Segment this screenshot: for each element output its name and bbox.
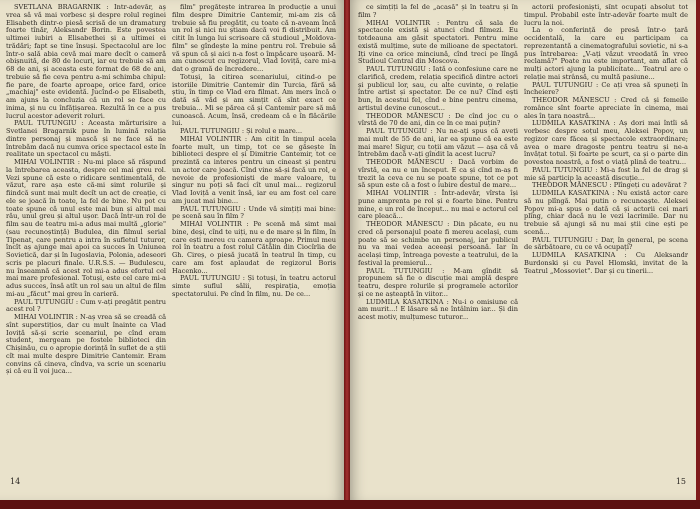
left-page-column-2 xyxy=(172,4,336,472)
paragraph: PAUL TUTUNGIU : Ce ați vrea să spuneți în încheiere? xyxy=(524,80,688,97)
right-page xyxy=(350,0,696,500)
paragraph: PAUL TUTUNGIU : Iată o confesiune care ne clarifică, credem, relația specifică dintre actori și publicul lor, sau, cu alte cuvinte, o relație între artist și spectator. De ce nu? Cînd ești bun, în acestui fel, cînd e bine pentru cinema, artistul devine cunoscut... xyxy=(358,65,518,112)
right-page-column-2 xyxy=(524,4,688,472)
paragraph: La o conferință de presă într-o țară occidentală, la care eu participam ca reprezentantă a cinematografului sovietic, ni s-a pus întrebarea: „V-ați văzut vreodată în vreo reclamă?" Poate nu este important, am aflat că mulți actori ajung la publicitate... Teatrul are o relație mai strânsă, cu multă pasiune... xyxy=(524,26,688,81)
right-page-column-1 xyxy=(358,4,518,472)
page-number-right: 15 xyxy=(675,477,686,486)
paragraph: actorii profesioniști, sînt ocupați absolut tot timpul. Probabil este într-adevăr foarte mult de lucru la noi. xyxy=(524,4,688,27)
paragraph: MIHAI VOLINTIR : Într-adevăr, vîrsta își pune amprenta pe rol și e foarte bine. Pentru mine, e un rol de început... nu mai e actorul cel care pleacă... xyxy=(358,189,518,221)
paragraph: SVETLANA BRAGARNIK : Într-adevăr, aș vrea să vă mai vorbesc și despre rolul reginei Elisabeth dintr-o piesă scrisă de un dramaturg foarte tînăr, Aleksandr Borin. Este povestea ultimei iubiri a Elisabethei și a ultimei ei trădări; fapt se tine însuși. Spectacolul are loc într-o sală abia cevă mai mare decît o cameră obișnuită, de 80 de locuri, iar eu trebuie să am 68 de ani, și aceasta este format de 68 de ani, trebuie să fie ceva pentru a-mi schimba chipul: fie pare, de foarte aproape, orice fard, orice „machiaj" este evidentă. Jucînd-o pe Elisabeth, am ajuns la concluzia că un rol se face cu inima, și nu cu înfățișarea. Rezultă în ce a pus lucrul acestor adeverit roluri. xyxy=(6,4,166,120)
paragraph: MIHAI VOLINTIR : Am citit în timpul acela foarte mult, un timp, tot ce se găsește în biblioteci despre el și Dimitrie Cantemir, tot ce prezintă ca interes pentru un cineast și pentru un actor care joacă. Cînd vine să-și facă un rol, e nevoie de profesioniști de mare valoare, tu singur nu poți să faci cît unul mai... regizorul Vlad Ioviță a venit însă, iar eu am fost cel care am jucat mai bine... xyxy=(172,134,336,205)
paragraph: THEODOR MĂNESCU : De cînd joc cu o vîrstă de 70 de ani, din ce în ce mai puțin? xyxy=(358,111,518,128)
paragraph: LUDMILA KASATKINA : Nu-i o omisiune că am murit...! E lăsare să ne întâlnim iar... Și din acest motiv, mulțumesc tuturor... xyxy=(358,297,518,321)
paragraph: PAUL TUTUNGIU : Și totuși, în teatru actorul simte suflul sălii, respirația, emoția spectatorului. Pe cînd în film, nu. De ce... xyxy=(172,274,336,298)
paragraph: THEODOR MĂNESCU : Dacă vorbim de vîrstă, ea nu e un început. E ca și cînd m-aș fi trezit la ceva ce nu se poate spune, tot ce pot să spun este că a fost o iubire destul de mare... xyxy=(358,158,518,190)
paragraph: Totuși, la citirea scenariului, citind-o pe istoriile Dimitrie Cantemir din Turcia, fără să știu, în timp ce Vlad era filmat. Am mers încă o dată să văd și am simțit că sînt exact ce trebuia... Mi se părea că și Cantemir pare să mă cunoască. Acum, însă, credeam că e în flăcările lui. xyxy=(172,72,336,128)
paragraph: PAUL TUTUNGIU : Aceasta mărturisire a Svetlanei Bragarnik pune în lumină relația dintre personaj și mască și ne face să ne întrebăm dacă nu cumva orice spectacol este în realitate un spectacol cu măști. xyxy=(6,119,166,159)
paragraph: PAUL TUTUNGIU : Și rolul e mare... xyxy=(180,127,303,135)
paragraph: MIHAI VOLINTIR : Nu-mi place să răspund la întrebarea aceasta, despre cel mai greu rol. Vezi spune că este o ridicare sentimentală, de văzut, rare așa este că-mi simt rolurile și fiindcă sunt mai mult decît un act de creație, ci ele se joacă în toate, la fel de bine. Nu pot cu toate spune că unul este mai bun și altul mai rău, unul greu și altul ușor. Dacă într-un rol de film sau de teatru mi-a adus mai multă „glorie" (sau recunoștință) Budulea, din filmul serial Tipenat, care pentru a intra în sufletul tuturor, încît aș ajunge mai apoi ca succes în Uniunea Sovietică, dar și în Iugoslavia, Polonia, adeseori scris pe placuri finale. U.R.S.S. — Budulescu, nu înseamnă că acest rol mi-a adus efortul cel mai mare profesional. Totuși, este cel care mi-a adus succes, însă atît un rol sau un altul de film mi-au „făcut" mai greu în carieră. xyxy=(6,158,166,298)
paragraph: LUDMILA KASATKINA : Nu există actor care să nu plîngă. Mai putin o recunoaște. Aleksei Popov mi-a spus o dată că și actorii cei mari plîng, chiar dacă nu le vezi lacrimile. Dar nu trebuie să ajungi să nu mai știi cine ești pe scenă... xyxy=(524,189,688,236)
paragraph: LUDMILA KASATKINA : Aș dori mai întîi să vorbesc despre soțul meu, Aleksei Popov, un regizor care făcea și spectacole extraordinare; avea o mare dragoste pentru teatru și ne-a învățat totul. Și foarte pe scurt, ca și o parte din povestea noastră, a fost o viață plină de teatru... xyxy=(524,119,688,166)
paragraph: THEODOR MĂNESCU : Plîngeți cu adevărat ? xyxy=(532,181,687,190)
paragraph: THEODOR MĂNESCU : Din păcate, eu nu cred că personajul poate fi mereu același, cum poate să se schimbe un personaj, iar publicul nu va mai vedea aceeași persoană. Iar în același timp, întreaga poveste a teatrului, de la festival la premierul... xyxy=(358,220,518,267)
page-number-left: 14 xyxy=(10,477,21,486)
paragraph: ce simțiți la fel de „acasă" și în teatru și în film ? xyxy=(358,4,518,19)
paragraph: MIHAI VOLINTIR : N-aș vrea să se creadă că sînt superstițios, dar cu mult înainte ca Vlad Ioviță să-și scrie scenariul, pe cînd eram student, mergeam pe fostele biblioteci din Chișinău, cu o apropie dorință în suflet de a știi cît mai multe despre Dimitrie Cantemir. Eram convins că cineva, cîndva, va scrie un scenariu și că eu îl voi juca... xyxy=(6,313,166,376)
left-page xyxy=(0,0,344,500)
paragraph: PAUL TUTUNGIU : Mi-a fost la fel de drag și mie să particip la această discuție... xyxy=(524,165,688,182)
book-bottom-edge xyxy=(0,500,700,509)
paragraph: MIHAI VOLINTIR : Pentru că sala de spectacole există și atunci cînd filmezi. Eu totdeauna am găsit spectatori. Pentru mine există mulțime, sute de milioane de spectatori. Iți vine ca orice minciună, cînd treci pe lîngă Studioul Central din Moscova. xyxy=(358,18,518,66)
paragraph: PAUL TUTUNGIU : M-am gîndit să propunem să fie o discuție mai amplă despre teatru, despre rolurile și programele actorilor și ce ne așteaptă în viitor... xyxy=(358,266,518,298)
paragraph: PAUL TUTUNGIU : Nu ne-ați spus că aveți mai mult de 55 de ani, iar ea spune că ea este mai mare! Sigur, cu toții am văzut — așa că vă întrebăm dacă v-ați gîndit la acest lucru? xyxy=(358,127,518,159)
paragraph: THEODOR MĂNESCU : Cred că și femeile românce sînt foarte apreciate în cinema, mai ales în țara noastră... xyxy=(524,96,688,120)
paragraph: MIHAI VOLINTIR : Pe scenă mă simt mai bine, deși, cînd te uiți, nu e de mare și în film, în care ești mereu cu camera aproape. Primul meu rol în teatru a fost rolul Cătălin din Ciocîrlia de Gh. Cireș, o piesă jucată în teatrul în timp, cu care am fost aplaudat de regizorul Boris Hacenko... xyxy=(172,220,336,275)
left-page-column-1 xyxy=(6,4,166,472)
paragraph: PAUL TUTUNGIU : Dar, în general, pe scena de sărbătoare, cu ce vă ocupați? xyxy=(524,235,688,252)
paragraph: PAUL TUTUNGIU : Unde vă simțiți mai bine: pe scenă sau în film ? xyxy=(172,204,336,221)
paragraph: LUDMILA KASATKINA : Cu Aleksandr Burdonski și cu Pavel Hlomski, invitat de la Teatrul „Mossoviet". Dar și cu tinerii... xyxy=(524,251,688,275)
paragraph: film" pregătește intrarea în producție a unui film despre Dimitrie Cantemir, mi-am zis că trebuie să fiu pregătit, cu toate că n-aveam încă un rol și nici nu știam dacă voi fi distribuit. Am citit în lunga lui scrisoare că studioul „Moldova-film" se gîndește la mine pentru rol. Trebuie să vă spun că și aici n-a fost o împăcare ușoară. M-am cunoscut cu regizorul, Vlad Ioviță, care mi-a dat o gramă de încredere... xyxy=(172,4,336,73)
paragraph: PAUL TUTUNGIU : Cum v-ați pregătit pentru acest rol ? xyxy=(6,297,166,314)
